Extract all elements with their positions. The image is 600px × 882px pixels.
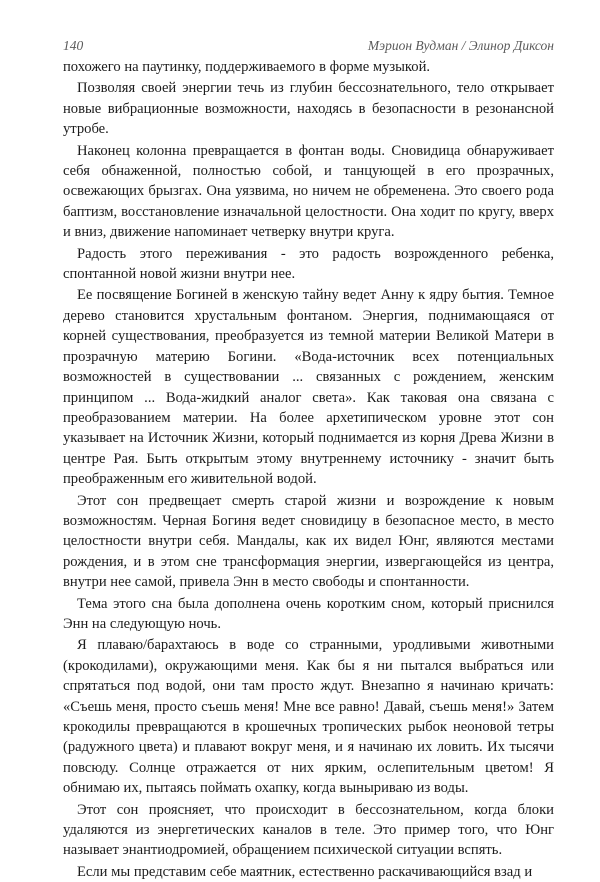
page-number: 140: [63, 38, 84, 53]
paragraph: Радость этого переживания - это радость возрожденного ребенка, спонтанной новой жизни внутри нее.: [63, 245, 554, 283]
page-header: [63, 38, 554, 56]
paragraph: Наконец колонна превращается в фонтан воды. Сновидица обнаруживает себя обнаженной, полностью собой, и танцующей в его прозрачных, освежающих брызгах. Она уязвима, но ничем не обременена. Это своего рода баптизм, восстановление изначальной целостности. Она ходит по кругу, вверх и вниз, движение напоминает четверку внутри круга.: [63, 142, 554, 241]
paragraph: Если мы представим себе маятник, естественно раскачивающийся взад и: [77, 863, 533, 880]
paragraph: похожего на паутинку, поддерживаемого в форме музыкой.: [63, 59, 431, 75]
paragraph: Этот сон предвещает смерть старой жизни и возрождение к новым возможностям. Черная Богиня ведет сновидицу в безопасное место, в место целостности внутри себя. Мандалы, как их видел Юнг, являются местами рождения, и в этом сне трансформация энергии, извергающейся из центра, внутри нее самой, привела Энн в место свободы и спонтанности.: [63, 492, 554, 591]
paragraph: Я плаваю/барахтаюсь в воде со странными, уродливыми животными (крокодилами), окружающими меня. Как бы я ни пытался выбраться или спрятаться под водой, они там просто ждут. Внезапно я начинаю кричать: «Съешь меня, просто съешь меня! Мне все равно! Давай, съешь меня!» Затем крокодилы превращаются в крошечных тропических рыбок неоновой тетры (радужного цвета) и плавают вокруг меня, и я начинаю их ловить. Их тысячи повсюду. Солнце отражается от них ярким, ослепительным цветом! Я обнимаю их, пытаясь поймать охапку, когда выныриваю из воды.: [63, 637, 554, 797]
paragraph: Тема этого сна была дополнена очень коротким сном, который приснился Энн на следующую ночь.: [63, 595, 554, 632]
running-title: Мэрион Вудман / Элинор Диксон: [367, 38, 554, 53]
body-text: [63, 57, 554, 882]
paragraph: Позволяя своей энергии течь из глубин бессознательного, тело открывает новые вибрационные возможности, находясь в безопасности в резонансной утробе.: [63, 80, 554, 138]
paragraph: Этот сон проясняет, что происходит в бессознательном, когда блоки удаляются из энергетических каналов в теле. Это пример того, что Юнг называет энантиодромией, обращением психической ситуации вспять.: [63, 801, 554, 859]
paragraph: Ее посвящение Богиней в женскую тайну ведет Анну к ядру бытия. Темное дерево становится хрустальным фонтаном. Энергия, поднимающаяся от корней существования, преобразуется из темной материи Великой Матери в прозрачную материю Богини. «Вода-источник всех потенциальных возможностей в существовании ... связанных с рождением, женским принципом ... Вода-жидкий аналог света». Как таковая она связана с преобразованием материи. На более архетипическом уровне этот сон указывает на Источник Жизни, который поднимается из корня Древа Жизни в центре Рая. Быть открытым этому внутреннему источнику - значит быть преображенным его живительной водой.: [63, 287, 554, 488]
